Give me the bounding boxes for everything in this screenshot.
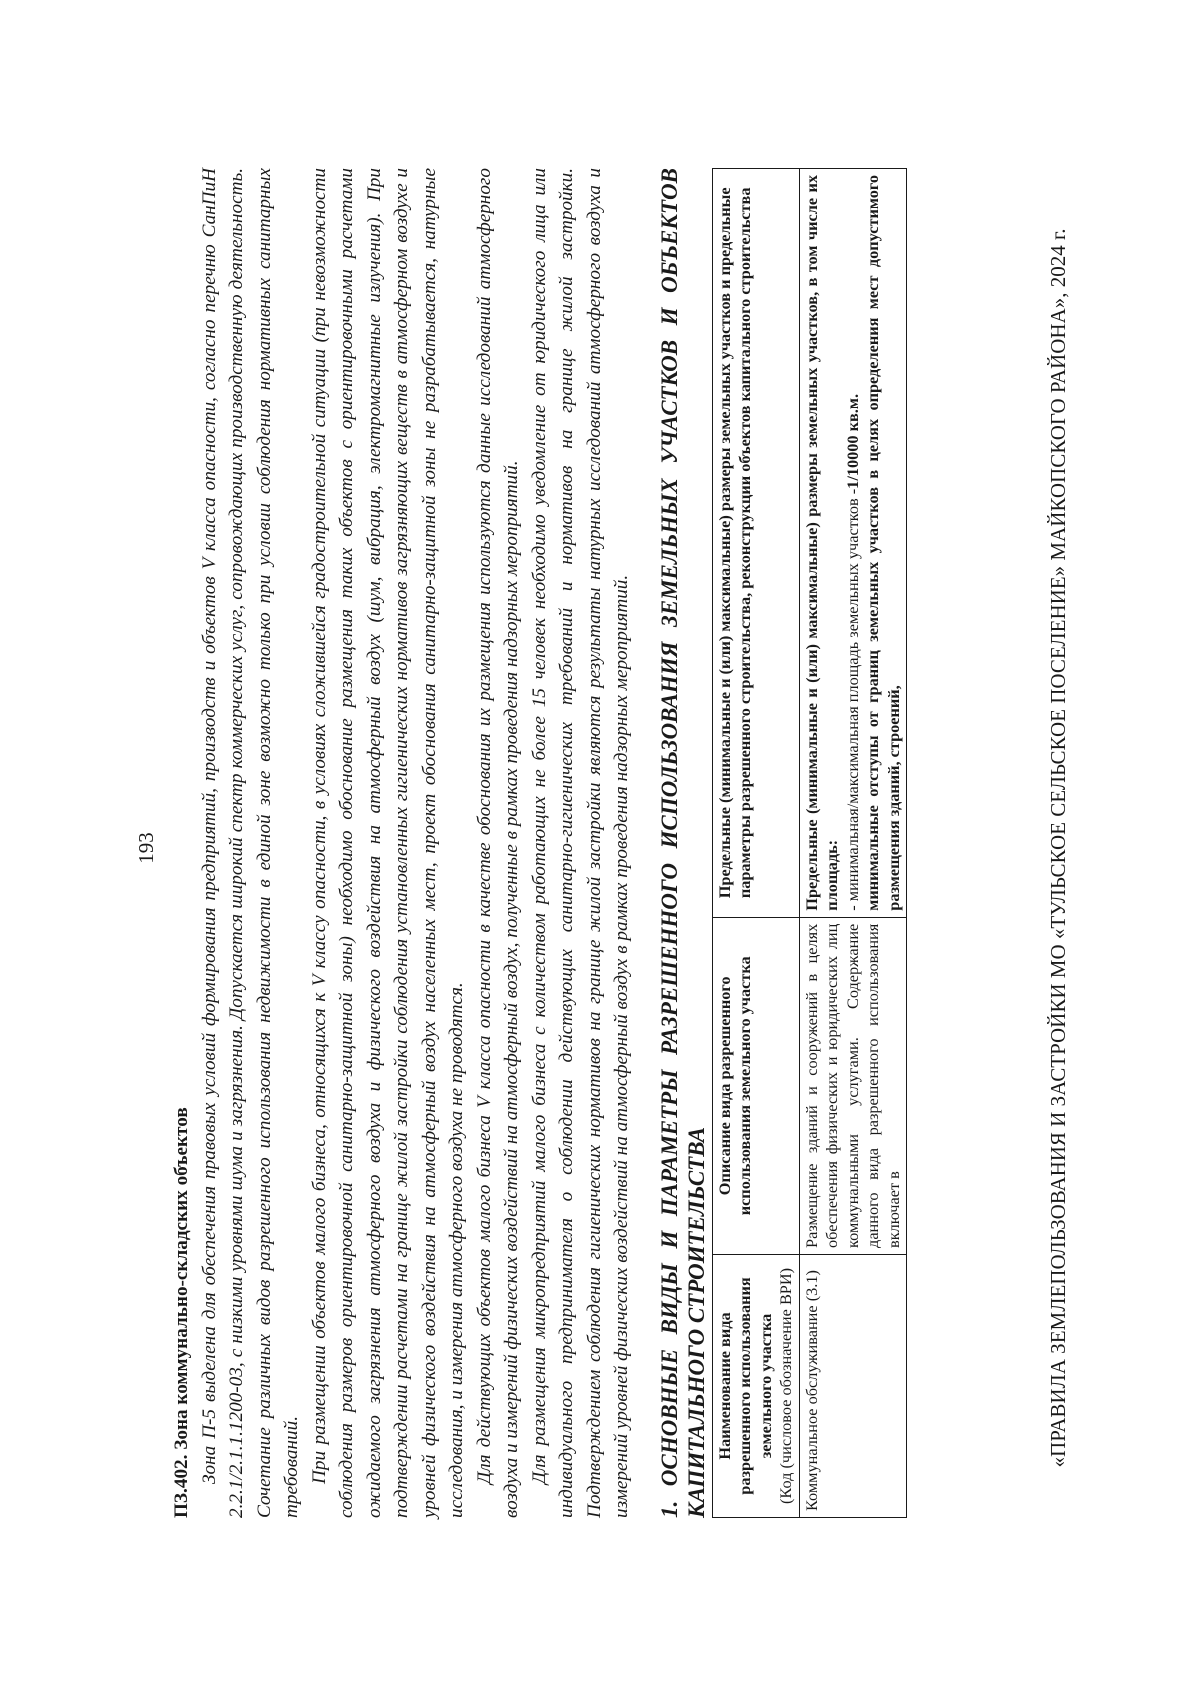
header-use-name-label: Наименование вида разрешенного использования земельного участка	[714, 1277, 775, 1495]
page-number: 193	[134, 832, 158, 864]
parameters-area-text: - минимальная/максимальная площадь земельных участков -	[842, 488, 862, 911]
parameters-setbacks: минимальные отступы от границ земельных участков в целях определения мест допустимого размещения зданий, строений,	[863, 175, 903, 911]
paragraph-existing-objects: Для действующих объектов малого бизнеса V класса опасности в качестве обоснования их размещения используются данные исследований атмосферного воздуха и измерений физических воздействий на атмосферный воздух, полученные в рамках проведения надзорных мероприятий.	[473, 168, 522, 1518]
parameters-area	[843, 175, 864, 911]
paragraph-small-business-placement: При размещении объектов малого бизнеса, относящихся к V классу опасности, в условиях сложившейся градостроительной ситуации (при невозможности соблюдения размеров ориентировочной санитарно-защитной зоны) необходимо обоснование размещения таких объектов с ориентировочными расчетами ожидаемого загрязнения атмосферного воздуха и физического воздействия на атмосферный воздух (шум, вибрация, электромагнитные излучения). При подтверждении расчетами на границе жилой застройки соблюдения установленных гигиенических нормативов загрязняющих веществ в атмосферном воздухе и уровней физического воздействия на атмосферный воздух населенных мест, проект обоснования санитарно-защитной зоны не разрабатывается, натурные исследования, и измерения атмосферного воздуха не проводятся.	[308, 168, 467, 1518]
table-header-use-name	[712, 1254, 799, 1517]
cell-parameters	[799, 169, 907, 918]
land-use-table	[712, 168, 908, 1518]
table-header-row	[712, 169, 799, 1518]
section-title: 1. ОСНОВНЫЕ ВИДЫ И ПАРАМЕТРЫ РАЗРЕШЕННОГО ИСПОЛЬЗОВАНИЯ ЗЕМЕЛЬНЫХ УЧАСТКОВ И ОБЪЕКТОВ КАПИТАЛЬНОГО СТРОИТЕЛЬСТВА	[656, 168, 709, 1518]
cell-description: Размещение зданий и сооружений в целях обеспечения физических и юридических лиц коммунальными услугами. Содержание данного вида разрешенного использования включает в	[799, 917, 907, 1254]
paragraph-microenterprises: Для размещения микропредприятий малого бизнеса с количеством работающих не более 15 человек необходимо уведомление от юридического лица или индивидуального предпринимателя о соблюдении действующих санитарно-гигиенических требований и нормативов на границе жилой застройки. Подтверждением соблюдения гигиенических нормативов на границе жилой застройки являются результаты натурных исследований атмосферного воздуха и измерений уровней физических воздействий на атмосферный воздух в рамках проведения надзорных мероприятий.	[528, 168, 632, 1518]
paragraph-zone-description: Зона П-5 выделена для обеспечения правовых условий формирования предприятий, производств и объектов V класса опасности, согласно перечню СанПиН 2.2.1/2.1.1.1200-03, с низкими уровнями шума и загрязнения. Допускается широкий спектр коммерческих услуг, сопровождающих производственную деятельность. Сочетание различных видов разрешенного использования недвижимости в единой зоне возможно только при условии соблюдения нормативных санитарных требований.	[198, 168, 302, 1518]
cell-use-name: Коммунальное обслуживание (3.1)	[799, 1254, 907, 1517]
zone-heading: ПЗ.402. Зона коммунально-складских объектов	[171, 1107, 192, 1518]
table-header-description: Описание вида разрешенного использования земельного участка	[712, 917, 799, 1254]
table-row	[799, 169, 907, 1518]
page-footer: «ПРАВИЛА ЗЕМЛЕПОЛЬЗОВАНИЯ И ЗАСТРОЙКИ МО «ТУЛЬСКОЕ СЕЛЬСКОЕ ПОСЕЛЕНИЕ» МАЙКОПСКОГО РАЙОНА», 2024 г.	[1046, 228, 1070, 1468]
page-body	[168, 168, 907, 1518]
parameters-title: Предельные (минимальные и (или) максимальные) размеры земельных участков, в том числе их площадь:	[801, 175, 841, 911]
table-header-parameters: Предельные (минимальные и (или) максимальные) размеры земельных участков и предельные параметры разрешенного строительства, реконструкции объектов капитального строительства	[712, 169, 799, 918]
parameters-area-value: 1/10000 кв.м.	[842, 393, 862, 489]
header-use-code-label: (Код (числовое обозначение ВРИ)	[776, 1267, 795, 1504]
rotated-document-page	[100, 58, 1100, 1638]
